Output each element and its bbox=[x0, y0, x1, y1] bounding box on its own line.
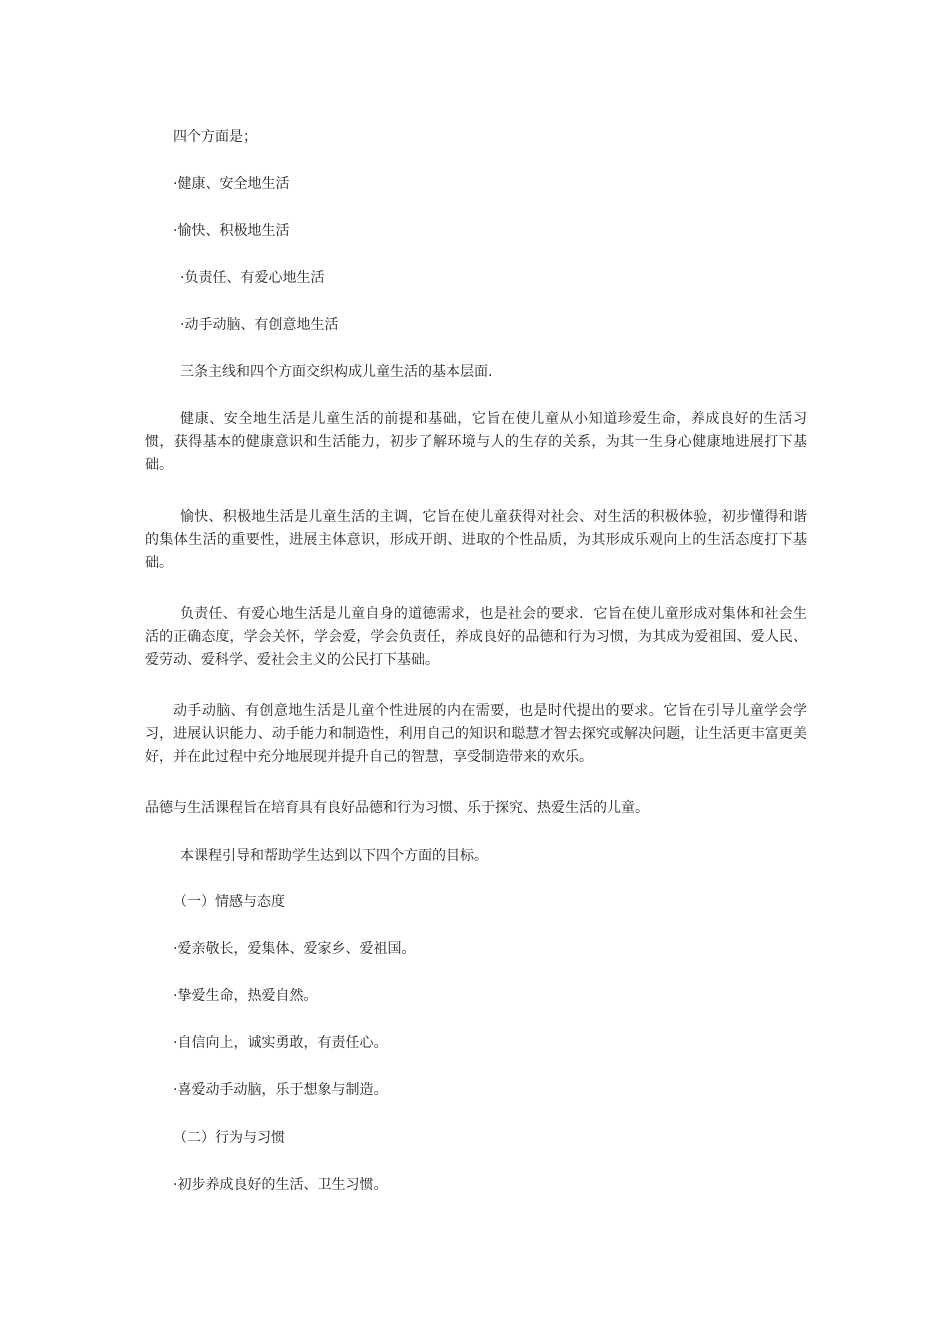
goal-item: ·喜爱动手动脑，乐于想象与制造。 bbox=[173, 1082, 388, 1098]
aspect-item: ·负责任、有爱心地生活 bbox=[180, 270, 325, 286]
paragraph-health: 健康、安全地生活是儿童生活的前提和基础，它旨在使儿童从小知道珍爱生命，养成良好的生活习惯，获得基本的健康意识和生活能力，初步了解环境与人的生存的关系，为其一生身心健康地进展打下基础。 bbox=[145, 411, 807, 473]
goal-item: ·自信向上，诚实勇敢，有责任心。 bbox=[173, 1035, 388, 1051]
goal-item: ·挚爱生命，热爱自然。 bbox=[173, 988, 318, 1004]
section-title-emotion-attitude: （一）情感与态度 bbox=[173, 894, 285, 910]
goal-item: ·爱亲敬长，爱集体、爱家乡、爱祖国。 bbox=[173, 941, 416, 957]
course-aim: 品德与生活课程旨在培育具有良好品德和行为习惯、乐于探究、热爱生活的儿童。 bbox=[145, 800, 649, 816]
section-title-behavior-habits: （二）行为与习惯 bbox=[173, 1130, 285, 1146]
paragraph-responsible: 负责任、有爱心地生活是儿童自身的道德需求，也是社会的要求．它旨在使儿童形成对集体和社会生活的正确态度，学会关怀，学会爱，学会负责任，养成良好的品德和行为习惯，为其成为爱祖国、爱人民、爱劳动、爱科学、爱社会主义的公民打下基础。 bbox=[145, 606, 807, 668]
aspect-item: ·愉快、积极地生活 bbox=[173, 223, 290, 239]
summary-line: 三条主线和四个方面交织构成儿童生活的基本层面. bbox=[180, 364, 493, 380]
paragraph-happy: 愉快、积极地生活是儿童生活的主调，它旨在使儿童获得对社会、对生活的积极体验，初步懂得和谐的集体生活的重要性，进展主体意识，形成开朗、进取的个性品质，为其形成乐观向上的生活态度打下基础。 bbox=[145, 509, 807, 571]
goal-item: ·初步养成良好的生活、卫生习惯。 bbox=[173, 1177, 388, 1193]
aspect-item: ·健康、安全地生活 bbox=[173, 176, 290, 192]
paragraph-creative: 动手动脑、有创意地生活是儿童个性进展的内在需要，也是时代提出的要求。它旨在引导儿童学会学习，进展认识能力、动手能力和制造性，利用自己的知识和聪慧才智去探究或解决问题，让生活更丰富更美好，并在此过程中充分地展现并提升自己的智慧，享受制造带来的欢乐。 bbox=[145, 703, 807, 765]
goals-intro: 本课程引导和帮助学生达到以下四个方面的目标。 bbox=[180, 848, 488, 864]
aspect-item: ·动手动脑、有创意地生活 bbox=[180, 317, 339, 333]
four-aspects-intro: 四个方面是； bbox=[173, 129, 257, 145]
